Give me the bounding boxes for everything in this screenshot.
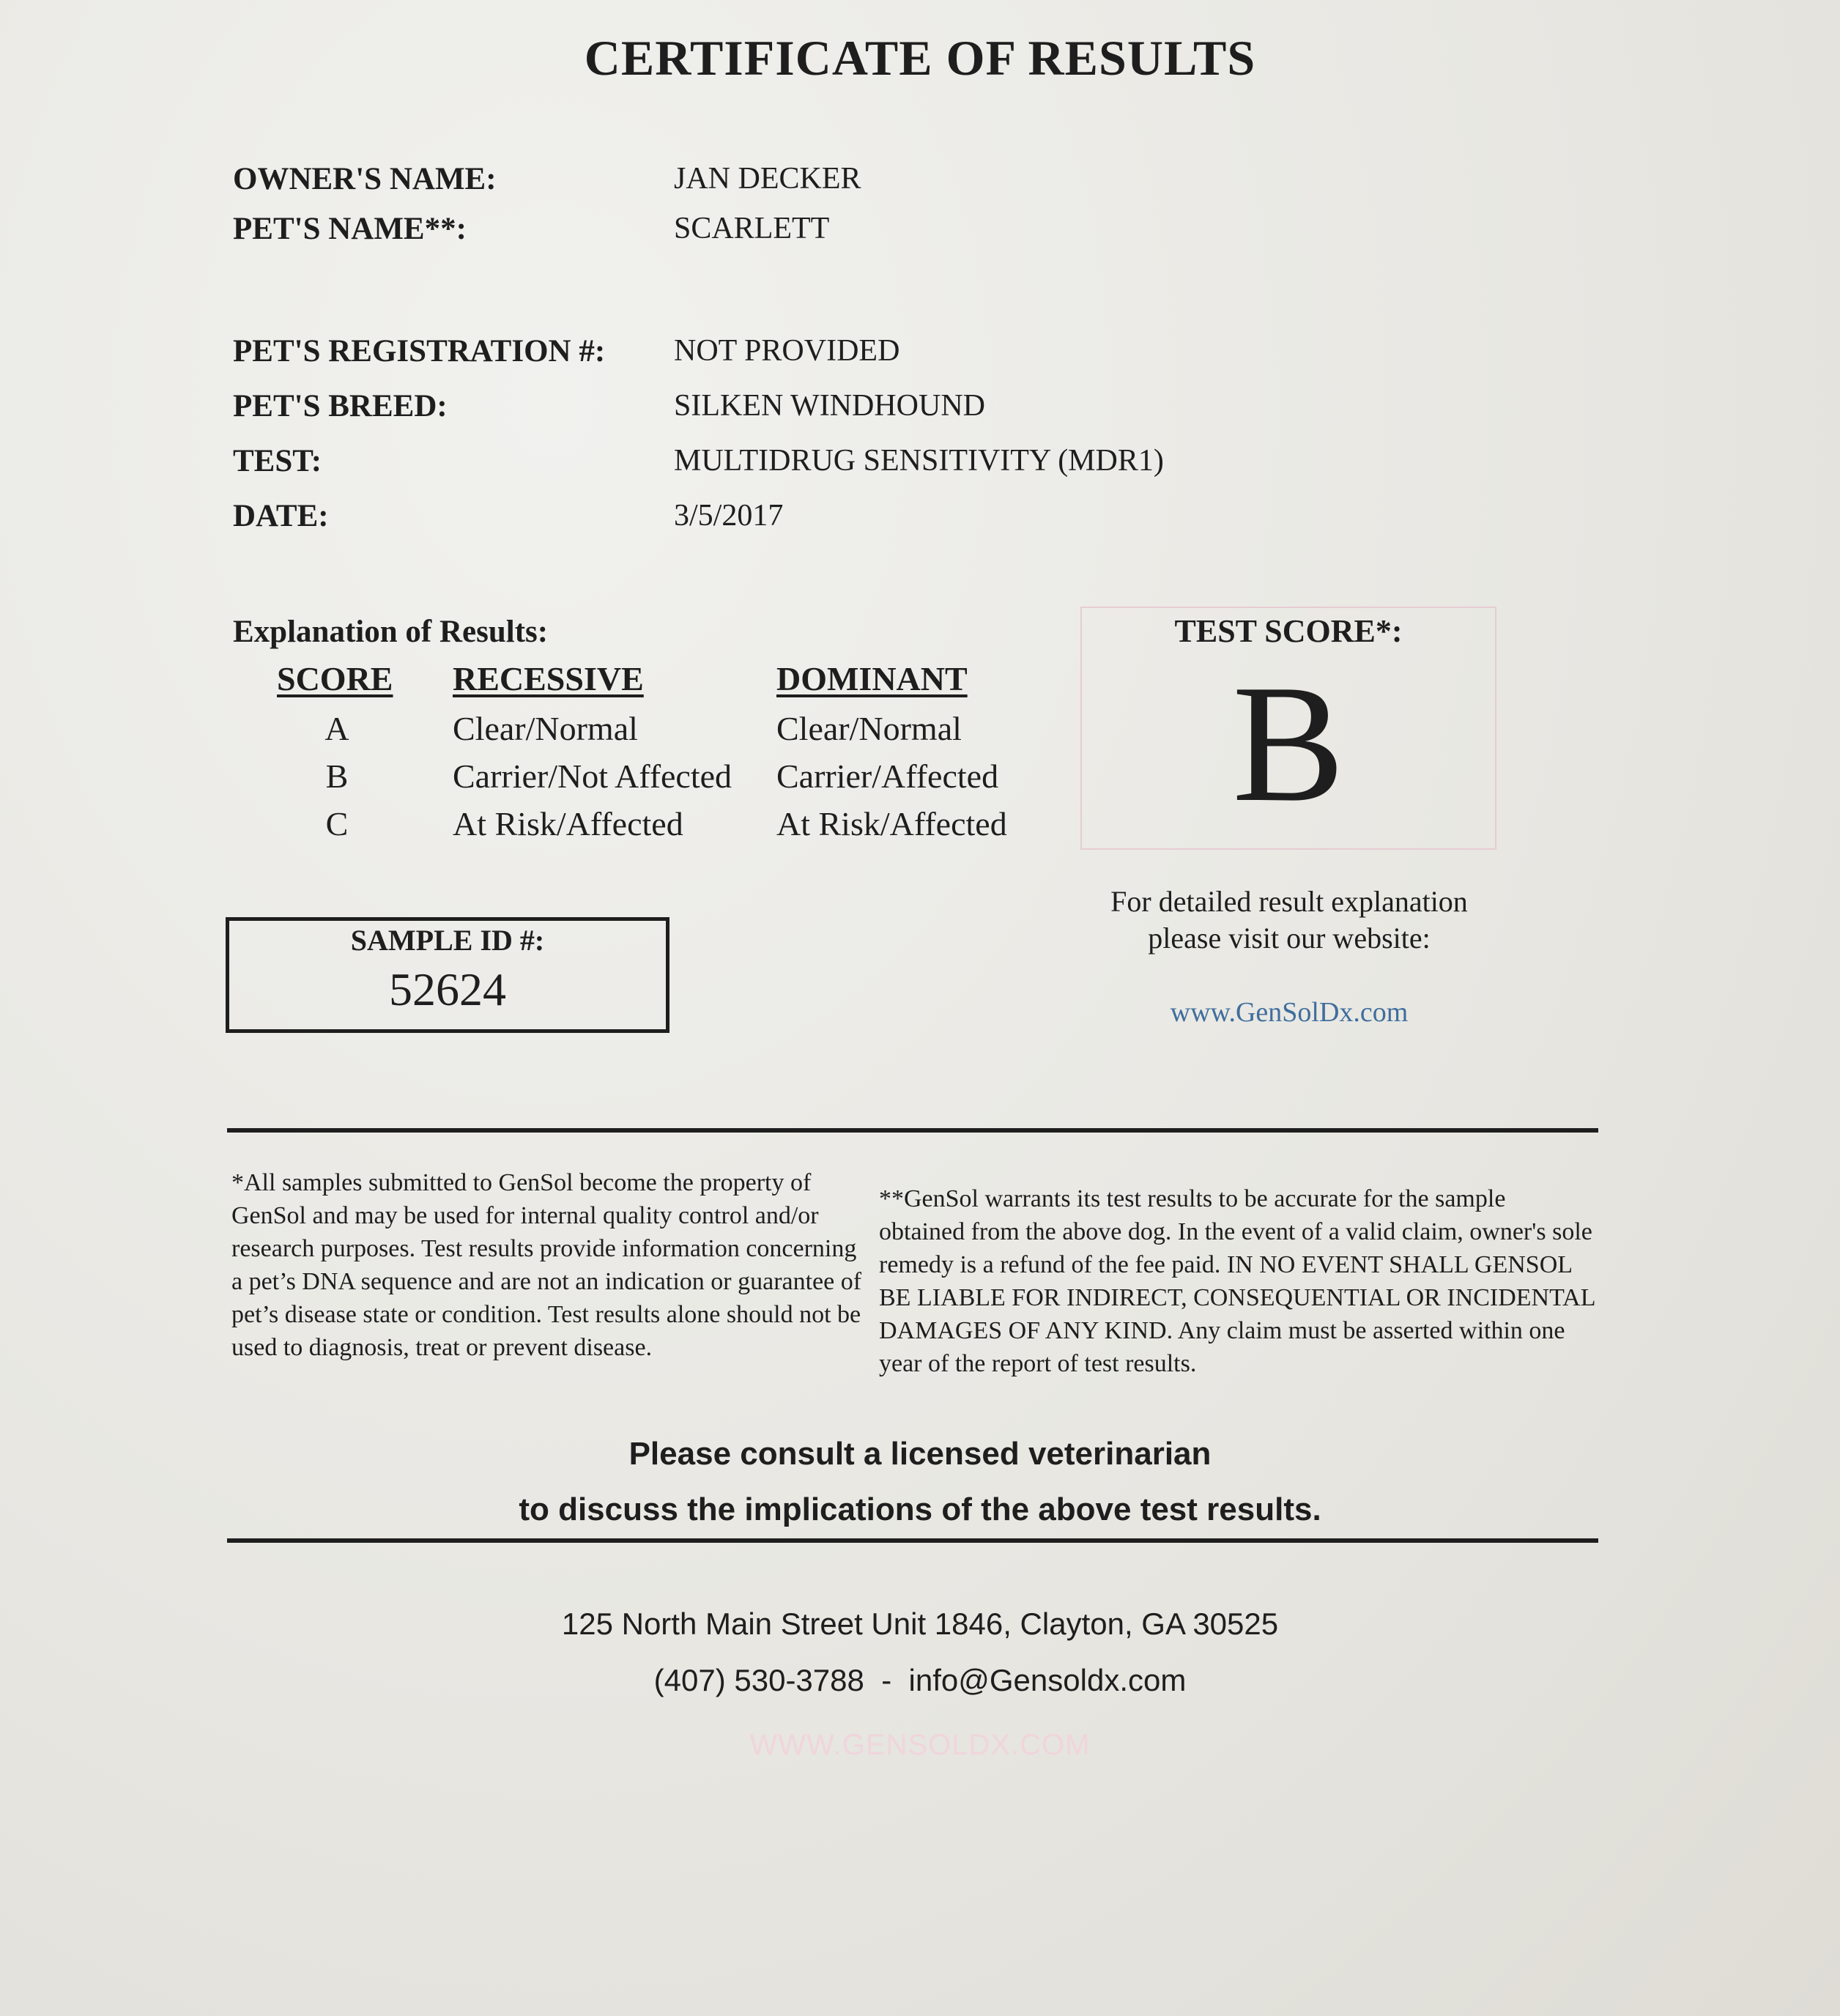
score-row-a: A <box>324 710 349 747</box>
website-link[interactable]: www.GenSolDx.com <box>1170 997 1409 1028</box>
test-score-value: B <box>1232 650 1345 837</box>
owner-name-value: JAN DECKER <box>674 162 861 196</box>
sample-id-value: 52624 <box>389 963 506 1015</box>
contact-address: 125 North Main Street Unit 1846, Clayton, GA 30525 <box>561 1606 1279 1641</box>
explanation-title: Explanation of Results: <box>233 615 549 649</box>
score-row-b: B <box>325 757 349 795</box>
website-note <box>1055 883 1524 957</box>
test-value: MULTIDRUG SENSITIVITY (MDR1) <box>674 444 1164 478</box>
test-label: TEST: <box>233 444 322 478</box>
consult-line2: to discuss the implications of the above test results. <box>519 1491 1321 1527</box>
score-header: SCORE <box>277 660 393 697</box>
divider-bottom <box>227 1538 1598 1543</box>
registration-value: NOT PROVIDED <box>674 334 900 368</box>
test-score-label: TEST SCORE*: <box>1174 613 1403 649</box>
breed-label: PET'S BREED: <box>233 389 448 423</box>
website-note-line2: please visit our website: <box>1148 922 1431 955</box>
page-title: CERTIFICATE OF RESULTS <box>584 30 1256 86</box>
watermark: WWW.GENSOLDX.COM <box>749 1729 1091 1761</box>
disclaimer-left: *All samples submitted to GenSol become the property of GenSol and may be used for internal quality control and/or research purposes. Test results provide information concerning a pet’s DNA sequence and are not an indication or guarantee of pet’s disease state or condition. Test results alone should not be used to diagnosis, treat or prevent disease. <box>231 1169 862 1361</box>
owner-name-label: OWNER'S NAME: <box>233 162 497 196</box>
website-note-line1: For detailed result explanation <box>1110 885 1468 918</box>
pet-name-value: SCARLETT <box>674 212 830 245</box>
disclaimer-right: **GenSol warrants its test results to be accurate for the sample obtained from the above dog. In the event of a valid claim, owner's sole remedy is a refund of the fee paid. IN NO EVENT SHALL GENSOL BE LIABLE FOR INDIRECT, CONSEQUENTIAL OR INCIDENTAL DAMAGES OF ANY KIND. Any claim must be asserted within one year of the report of test results. <box>879 1185 1595 1377</box>
dominant-row-b: Carrier/Affected <box>776 757 999 795</box>
dominant-row-a: Clear/Normal <box>776 710 962 747</box>
contact-phone-email: (407) 530-3788 - info@Gensoldx.com <box>653 1663 1187 1697</box>
dominant-header: DOMINANT <box>776 660 968 697</box>
dominant-row-c: At Risk/Affected <box>776 805 1007 842</box>
pet-name-label: PET'S NAME**: <box>233 212 467 246</box>
date-value: 3/5/2017 <box>674 499 784 533</box>
divider-top <box>227 1128 1598 1133</box>
sample-id-label: SAMPLE ID #: <box>350 924 545 957</box>
registration-label: PET'S REGISTRATION #: <box>233 334 606 368</box>
breed-value: SILKEN WINDHOUND <box>674 389 986 423</box>
consult-line1: Please consult a licensed veterinarian <box>628 1436 1212 1472</box>
recessive-row-b: Carrier/Not Affected <box>453 757 732 795</box>
recessive-row-c: At Risk/Affected <box>453 805 683 842</box>
recessive-header: RECESSIVE <box>453 660 644 697</box>
recessive-row-a: Clear/Normal <box>453 710 638 747</box>
score-row-c: C <box>325 805 349 842</box>
date-label: DATE: <box>233 499 329 533</box>
